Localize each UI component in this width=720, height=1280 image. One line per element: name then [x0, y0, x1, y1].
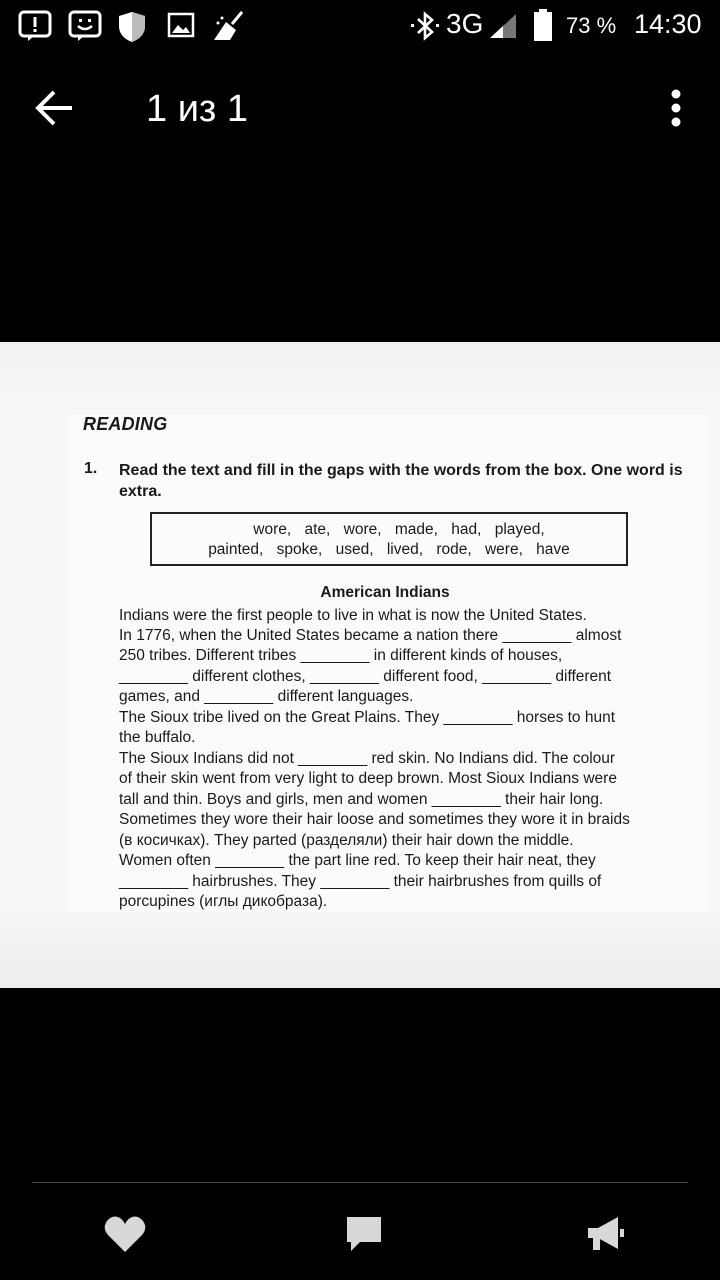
- task-number: 1.: [84, 460, 98, 477]
- alert-icon: [18, 10, 50, 42]
- shield-icon: [116, 10, 148, 42]
- network-type-label: 3G: [446, 8, 484, 39]
- page-counter-title: 1 из 1: [146, 88, 249, 130]
- text-line: In 1776, when the United States became a nation there ________ almost: [119, 627, 622, 644]
- bluetooth-icon: [410, 10, 442, 42]
- gallery-icon: [166, 10, 198, 42]
- clock: 14:30: [634, 9, 702, 39]
- like-button[interactable]: [103, 1214, 147, 1254]
- text-line: The Sioux tribe lived on the Great Plains. They ________ horses to hunt: [119, 709, 616, 726]
- text-line: The Sioux Indians did not ________ red skin. No Indians did. The colour: [119, 750, 616, 767]
- word-box-row: painted, spoke, used, lived, rode, were, have: [208, 541, 570, 558]
- text-line: games, and ________ different languages.: [119, 688, 414, 705]
- text-line: 250 tribes. Different tribes ________ in different kinds of houses,: [119, 647, 563, 664]
- battery-percentage: 73 %: [566, 13, 617, 38]
- photo-viewer-image[interactable]: [0, 342, 720, 988]
- app-bar: [0, 52, 720, 164]
- status-bar: [0, 0, 720, 52]
- text-line: Sometimes they wore their hair loose and sometimes they wore it in braids: [119, 811, 630, 828]
- arrow-back-icon: [28, 82, 84, 134]
- signal-icon: [488, 12, 520, 44]
- word-box: [150, 512, 628, 566]
- text-line: ________ hairbrushes. They ________ their hairbrushes from quills of: [119, 873, 602, 890]
- cleaner-icon: [212, 10, 244, 42]
- back-button[interactable]: [28, 82, 84, 134]
- share-button[interactable]: [584, 1214, 628, 1254]
- textbook-page: [68, 414, 708, 912]
- text-line: porcupines (иглы дикобраза).: [119, 893, 328, 910]
- word-box-row: wore, ate, wore, made, had, played,: [253, 521, 545, 538]
- face-app-icon: [68, 10, 100, 42]
- more-vert-icon: [656, 82, 696, 134]
- text-line: Indians were the first people to live in what is now the United States.: [119, 607, 587, 624]
- megaphone-icon: [584, 1214, 628, 1254]
- text-line: (в косичках). They parted (разделяли) their hair down the middle.: [119, 832, 574, 849]
- section-heading: READING: [83, 414, 168, 434]
- comment-button[interactable]: [344, 1214, 388, 1254]
- text-line: ________ different clothes, ________ different food, ________ different: [119, 668, 612, 685]
- text-line: tall and thin. Boys and girls, men and women ________ their hair long.: [119, 791, 604, 808]
- task-instruction: Read the text and fill in the gaps with the words from the box. One word is extra.: [119, 462, 683, 500]
- heart-icon: [103, 1214, 147, 1254]
- text-line: Women often ________ the part line red. To keep their hair neat, they: [119, 852, 596, 869]
- text-title: American Indians: [320, 584, 450, 601]
- bottom-divider: [32, 1182, 688, 1183]
- text-line: of their skin went from very light to deep brown. Most Sioux Indians were: [119, 770, 617, 787]
- overflow-menu-button[interactable]: [656, 82, 696, 134]
- comment-icon: [344, 1214, 384, 1254]
- text-line: the buffalo.: [119, 729, 196, 746]
- battery-icon: [532, 8, 564, 40]
